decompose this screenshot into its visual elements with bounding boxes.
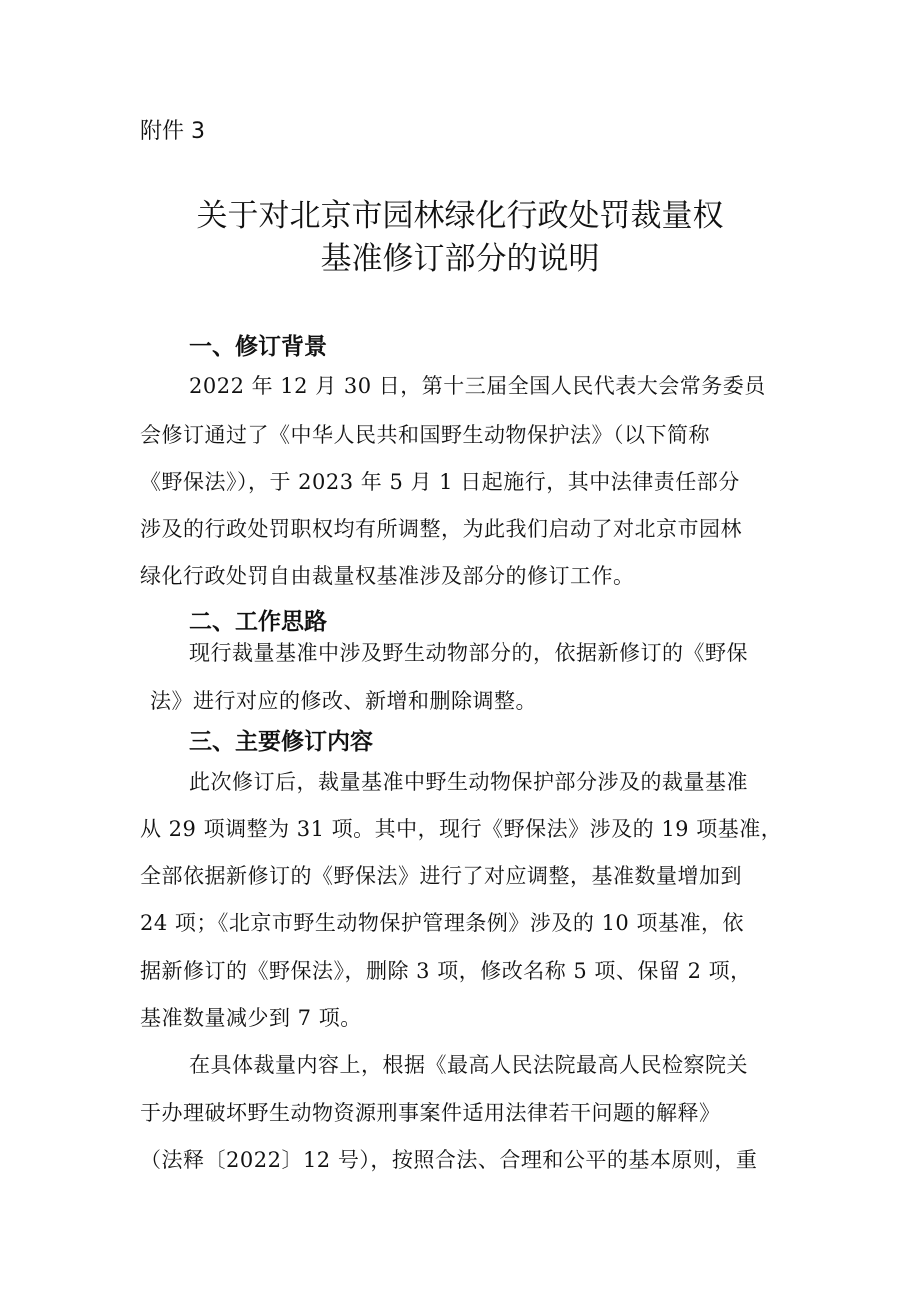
attachment-label: 附件 3 bbox=[140, 119, 205, 144]
paragraph-line: 会修订通过了《中华人民共和国野生动物保护法》（以下简称 bbox=[140, 423, 710, 447]
paragraph-line: 基准数量减少到 7 项。 bbox=[140, 1006, 362, 1030]
section-heading-approach: 二、工作思路 bbox=[189, 609, 327, 635]
paragraph-line: 涉及的行政处罚职权均有所调整，为此我们启动了对北京市园林 bbox=[140, 517, 742, 541]
paragraph-line: 于办理破坏野生动物资源刑事案件适用法律若干问题的解释》 bbox=[140, 1101, 721, 1125]
paragraph-line: 24 项；《北京市野生动物保护管理条例》涉及的 10 项基准，依 bbox=[140, 911, 744, 935]
document-title-line-2: 基准修订部分的说明 bbox=[320, 241, 600, 277]
paragraph-line: 《野保法》），于 2023 年 5 月 1 日起施行，其中法律责任部分 bbox=[140, 470, 740, 494]
paragraph-line: 据新修订的《野保法》，删除 3 项，修改名称 5 项、保留 2 项， bbox=[140, 959, 752, 983]
paragraph-line: 从 29 项调整为 31 项。其中，现行《野保法》涉及的 19 项基准， bbox=[140, 817, 783, 841]
paragraph-line: 在具体裁量内容上，根据《最高人民法院最高人民检察院关 bbox=[189, 1053, 748, 1077]
paragraph-line: 此次修订后，裁量基准中野生动物保护部分涉及的裁量基准 bbox=[189, 770, 748, 794]
document-title-line-1: 关于对北京市园林绿化行政处罚裁量权 bbox=[196, 198, 724, 234]
paragraph-line: 现行裁量基准中涉及野生动物部分的，依据新修订的《野保 bbox=[189, 641, 748, 665]
paragraph-line: 法》进行对应的修改、新增和删除调整。 bbox=[150, 689, 537, 713]
section-heading-background: 一、修订背景 bbox=[189, 334, 327, 360]
paragraph-line: 绿化行政处罚自由裁量权基准涉及部分的修订工作。 bbox=[140, 564, 635, 588]
paragraph-line: 2022 年 12 月 30 日，第十三届全国人民代表大会常务委员 bbox=[189, 374, 766, 398]
paragraph-line: 全部依据新修订的《野保法》进行了对应调整，基准数量增加到 bbox=[140, 864, 742, 888]
section-heading-main-content: 三、主要修订内容 bbox=[189, 729, 373, 755]
paragraph-line: （法释〔2022〕12 号），按照合法、合理和公平的基本原则，重 bbox=[140, 1148, 758, 1172]
